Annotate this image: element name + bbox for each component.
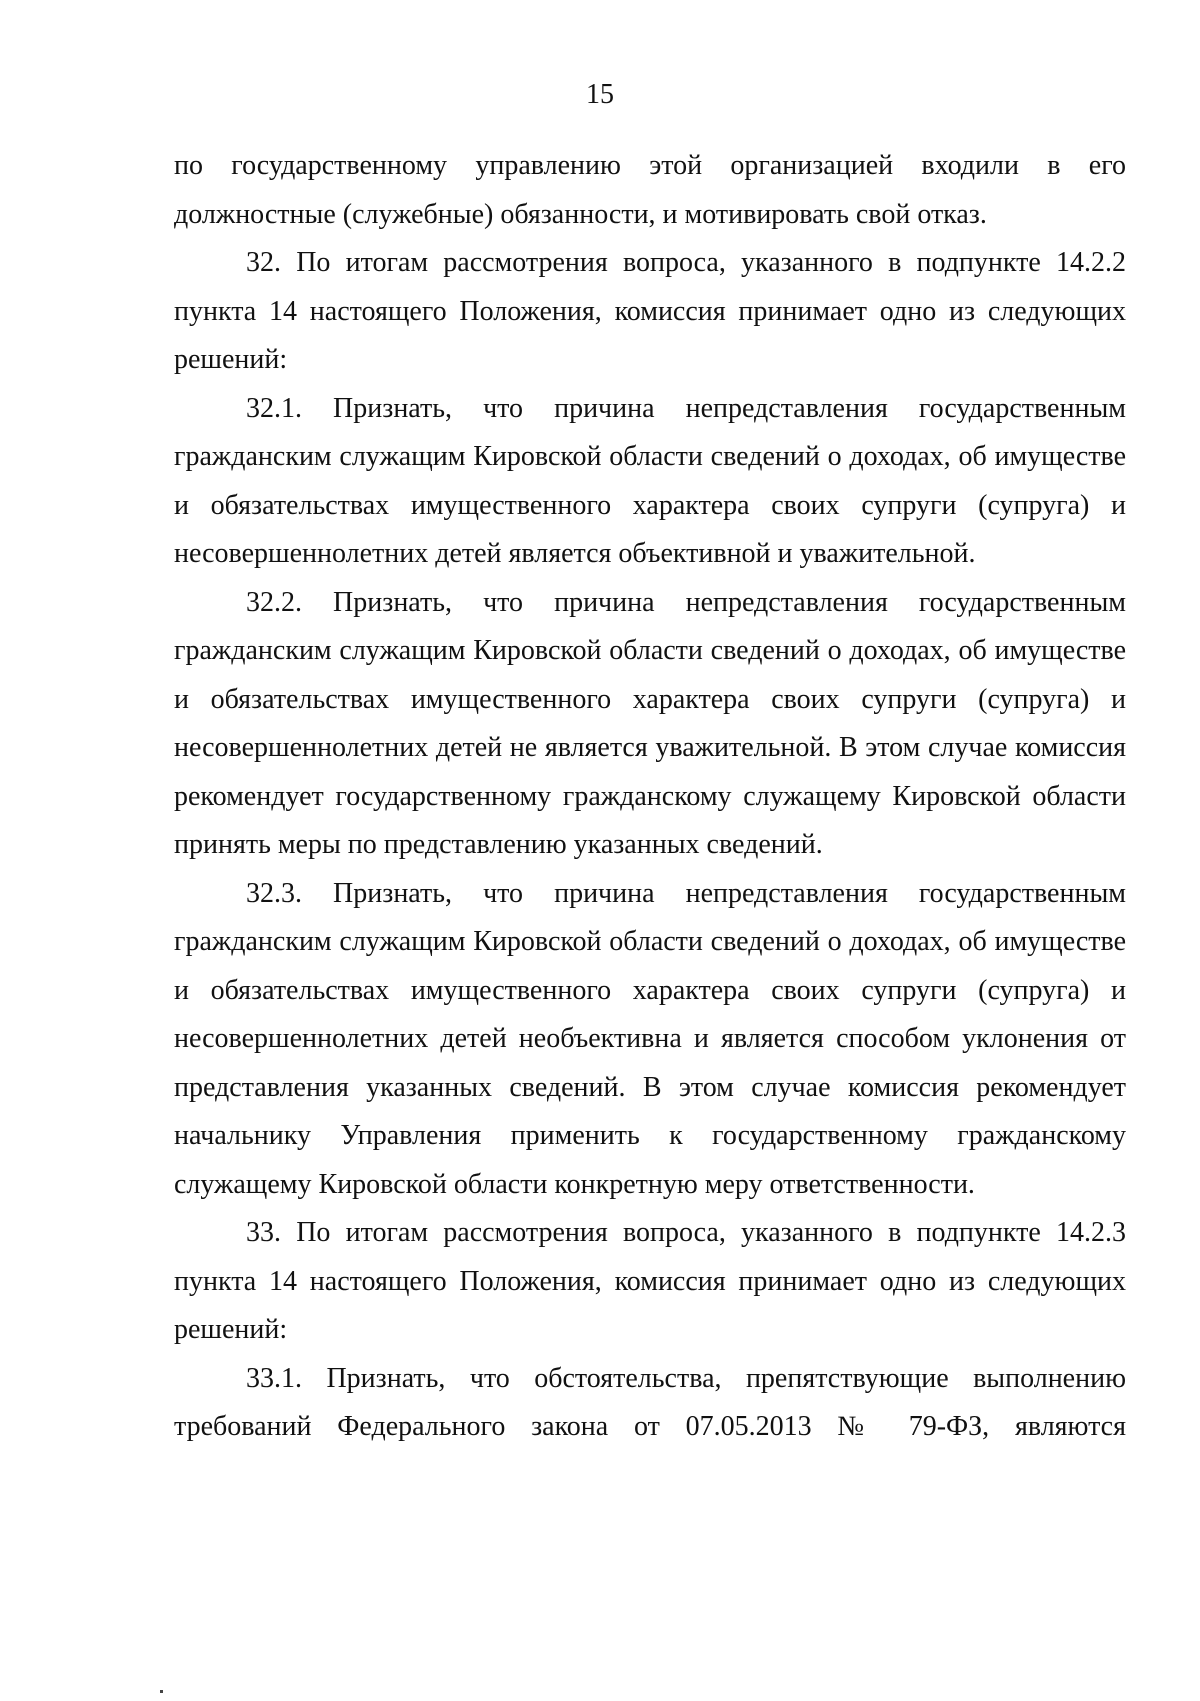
paragraph-p32 (174, 239, 1126, 385)
text-line: супруги (супруга) и несовершеннолетних детей не является уважительной. (174, 683, 1126, 763)
paragraph-p33-1 (174, 1355, 1126, 1452)
text-line: служащему Кировской области принять меры по представлению указанных (174, 780, 1126, 860)
text-line: пункта 14 настоящего Положения, комиссия принимает одно из следующих (174, 1265, 1126, 1297)
text-line: решений: (174, 344, 288, 375)
text-line: к государственному гражданскому служащему Кировской области (174, 1120, 1127, 1200)
paragraph-p0 (174, 142, 1126, 239)
scan-artifact (160, 1690, 163, 1693)
text-line: пункта 14 настоящего Положения, комиссия принимает одно из следующих (174, 295, 1126, 327)
text-line: 32.3. Признать, что причина непредставления государственным (246, 877, 1126, 909)
document-body (174, 142, 1126, 1452)
text-line: комиссия рекомендует начальнику Управления применить (174, 1071, 1127, 1151)
text-line: и уважительной. (777, 538, 976, 569)
text-line: супруги (супруга) и несовершеннолетних детей является объективной (174, 489, 1126, 569)
text-line: 33. По итогам рассмотрения вопроса, указанного в подпункте 14.2.3 (246, 1217, 1126, 1248)
text-line: супруги (супруга) и несовершеннолетних детей необъективна и является (174, 974, 1126, 1054)
text-line: 32.2. Признать, что причина непредставления государственным (246, 586, 1126, 618)
paragraph-p33 (174, 1209, 1126, 1355)
paragraph-p32-1 (174, 385, 1126, 579)
text-line: 32.1. Признать, что причина непредставления государственным (246, 392, 1126, 424)
text-line: конкретную меру ответственности. (554, 1168, 975, 1200)
text-line: об имуществе и обязательствах имущественного характера своих (174, 926, 1126, 1006)
text-line: способом уклонения от представления указанных сведений. В этом случае (174, 1023, 1127, 1103)
paragraph-p32-2 (174, 579, 1126, 870)
text-line: требований Федерального закона от 07.05.2013 № 79-ФЗ, являются (174, 1411, 1126, 1442)
text-line: в его должностные (служебные) обязанности, и мотивировать свой отказ. (174, 150, 1127, 230)
text-line: 32. По итогам рассмотрения вопроса, указанного в подпункте 14.2.2 (246, 247, 1126, 278)
text-line: об имуществе и обязательствах имущественного характера своих (174, 441, 1126, 521)
paragraph-p32-3 (174, 870, 1126, 1210)
text-line: гражданским служащим Кировской области сведений о доходах, (174, 635, 951, 666)
text-line: по государственному управлению этой организацией входили (174, 150, 1019, 181)
text-line: сведений. (706, 829, 823, 860)
page-number: 15 (586, 79, 614, 110)
text-line: решений: (174, 1314, 288, 1345)
text-line: 33.1. Признать, что обстоятельства, препятствующие выполнению (246, 1362, 1126, 1394)
text-line: В этом случае комиссия рекомендует государственному гражданскому (174, 732, 1127, 812)
text-line: гражданским служащим Кировской области сведений о доходах, (174, 926, 951, 957)
text-line: об имуществе и обязательствах имущественного характера своих (174, 635, 1126, 715)
text-line: гражданским служащим Кировской области сведений о доходах, (174, 441, 951, 472)
